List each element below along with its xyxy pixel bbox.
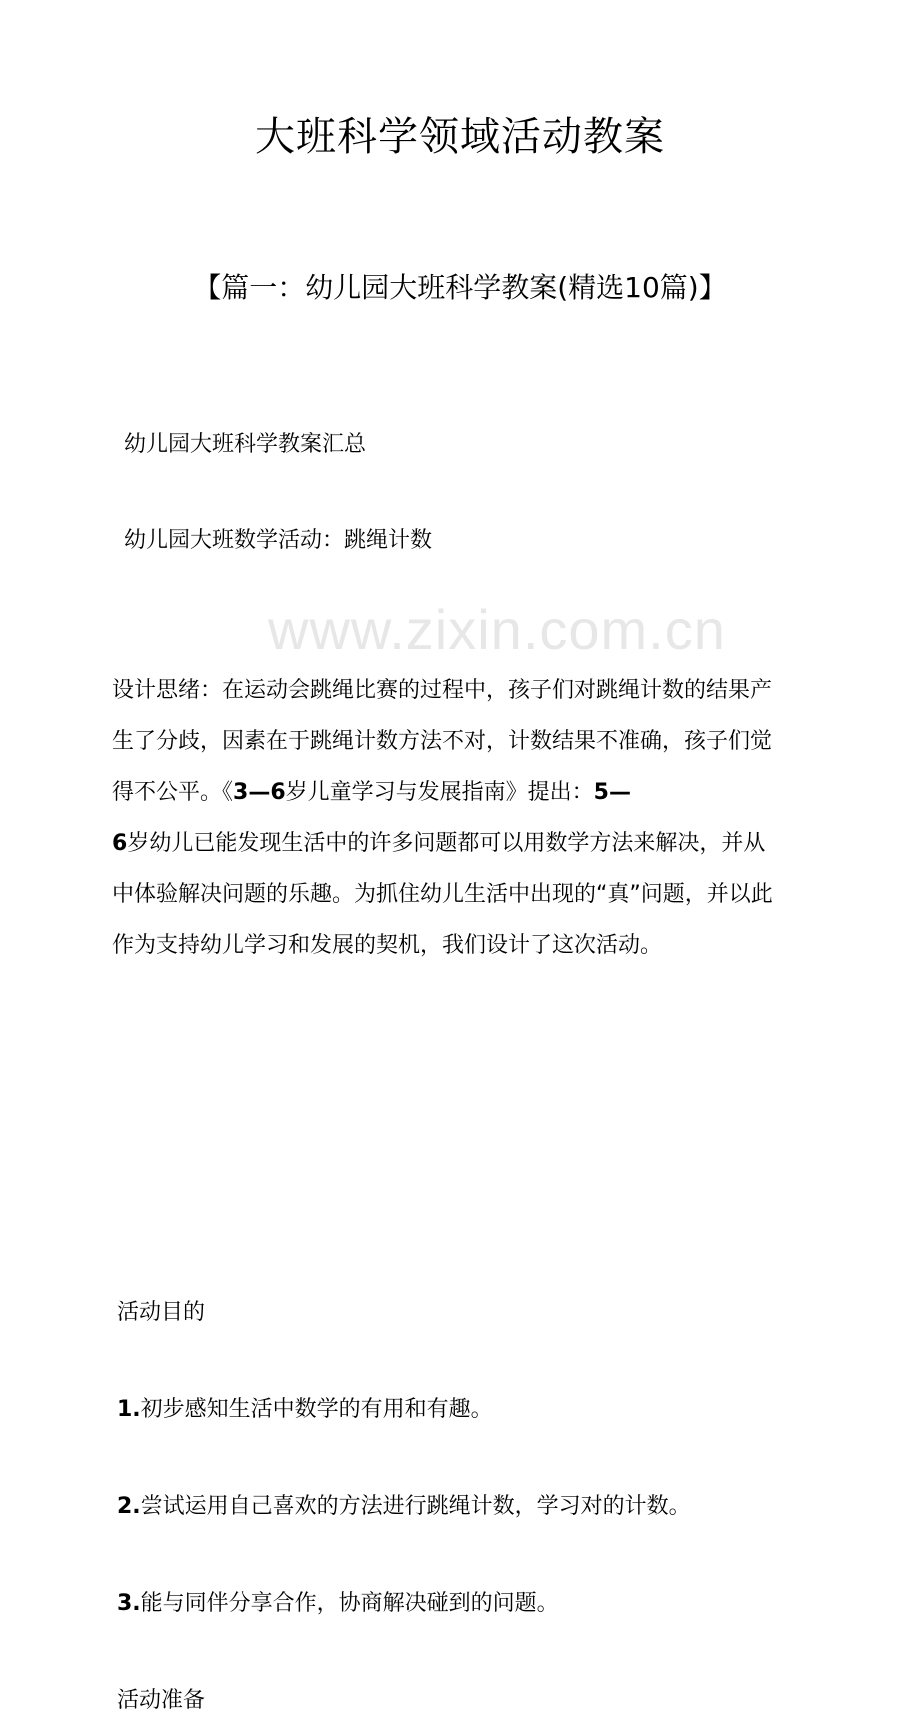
heading-activity: 幼儿园大班数学活动：跳绳计数 (124, 528, 433, 553)
text-run: 得不公平。《 (112, 780, 234, 805)
goal-number: 3. (117, 1591, 141, 1616)
goal-item (117, 1395, 920, 1425)
goals-heading: 活动目的 (117, 1300, 206, 1325)
age-range-number: 3—6 (233, 780, 286, 805)
document-title: 大班科学领域活动教案 (255, 114, 665, 160)
goal-text: 尝试运用自己喜欢的方法进行跳绳计数，学习对的计数。 (140, 1494, 691, 1519)
paragraph-line: 生了分歧，因素在于跳绳计数方法不对，计数结果不准确，孩子们觉 (112, 729, 773, 754)
document-subtitle: 【篇一：幼儿园大班科学教案(精选10篇)】 (193, 271, 727, 304)
goal-text: 初步感知生活中数学的有用和有趣。 (140, 1397, 493, 1422)
paragraph-line (112, 818, 812, 869)
paragraph-line: 设计思绪：在运动会跳绳比赛的过程中，孩子们对跳绳计数的结果产 (112, 678, 773, 703)
preparation-heading: 活动准备 (117, 1688, 206, 1713)
paragraph-line (112, 767, 812, 818)
paragraph-line: 作为支持幼儿学习和发展的契机，我们设计了这次活动。 (112, 933, 663, 958)
heading-summary: 幼儿园大班科学教案汇总 (124, 432, 367, 457)
goal-text: 能与同伴分享合作，协商解决碰到的问题。 (140, 1591, 559, 1616)
text-run: 岁幼儿已能发现生活中的许多问题都可以用数学方法来解决，并从 (127, 831, 766, 856)
goal-number: 2. (117, 1494, 141, 1519)
goal-item (117, 1589, 920, 1619)
goal-number: 1. (117, 1397, 141, 1422)
design-paragraph (112, 665, 812, 971)
goal-item (117, 1492, 920, 1522)
watermark-text: www.zixin.com.cn (268, 598, 726, 661)
paragraph-line: 中体验解决问题的乐趣。为抓住幼儿生活中出现的“真”问题，并以此 (112, 882, 773, 907)
age-range-number: 5— (593, 780, 631, 805)
text-run: 岁儿童学习与发展指南》提出： (285, 780, 594, 805)
age-range-number: 6 (112, 831, 128, 856)
